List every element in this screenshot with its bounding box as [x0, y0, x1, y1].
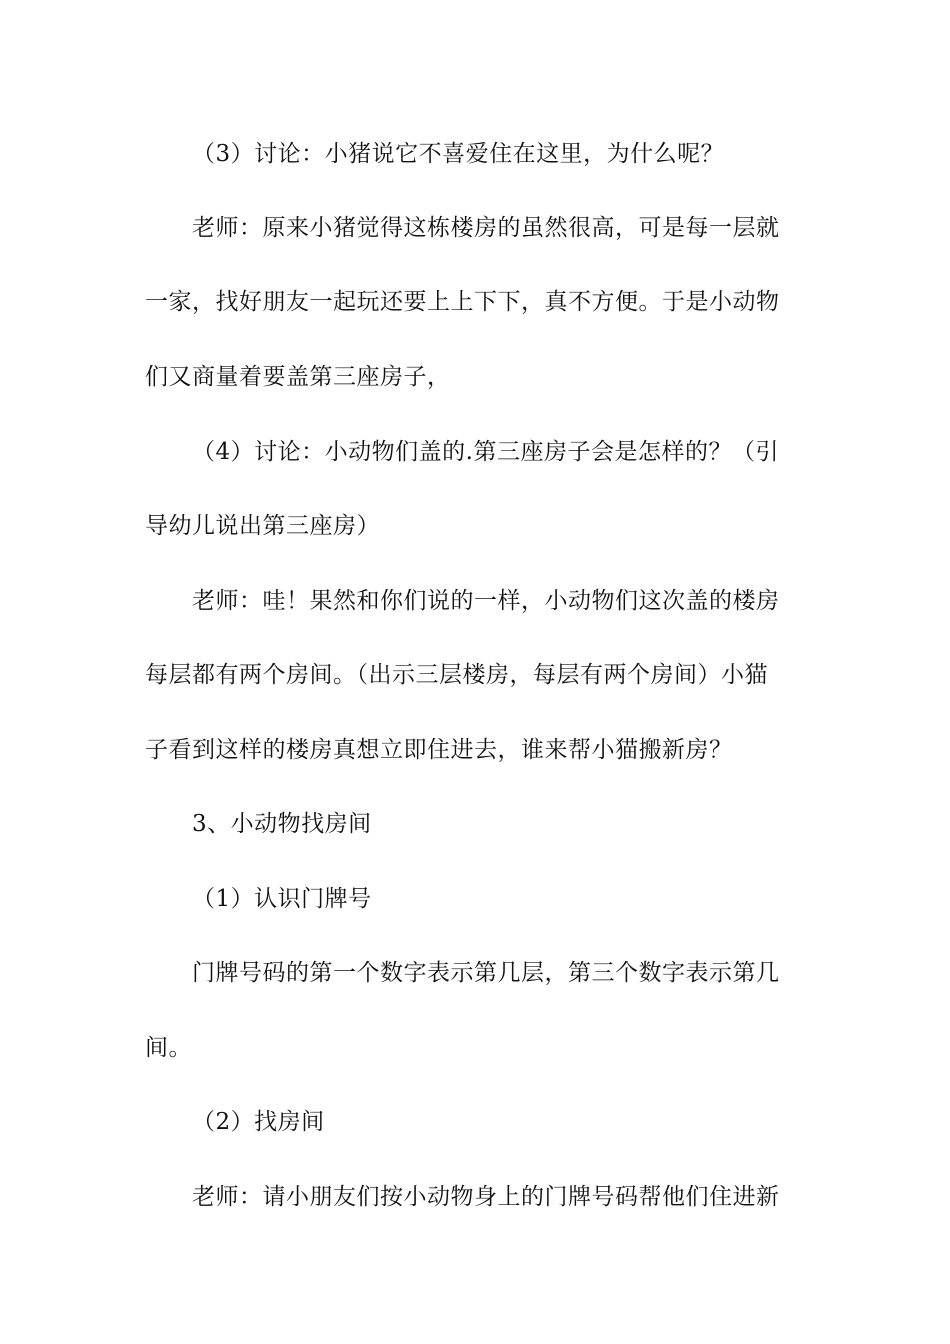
paragraph-discussion-4-line-1: （4）讨论：小动物们盖的.第三座房子会是怎样的？（引 [192, 439, 779, 465]
section-heading-3: 3、小动物找房间 [192, 811, 372, 837]
paragraph-teacher-1-line-2: 一家，找好朋友一起玩还要上上下下，真不方便。于是小动物 [145, 289, 780, 315]
subheading-2: （2）找房间 [192, 1109, 325, 1135]
paragraph-teacher-2-line-1: 老师：哇！果然和你们说的一样，小动物们这次盖的楼房 [192, 588, 780, 614]
paragraph-discussion-4-line-2: 导幼儿说出第三座房） [145, 513, 380, 539]
paragraph-teacher-3-line-1: 老师：请小朋友们按小动物身上的门牌号码帮他们住进新 [192, 1184, 780, 1210]
paragraph-teacher-1-line-1: 老师：原来小猪觉得这栋楼房的虽然很高，可是每一层就 [192, 215, 780, 241]
paragraph-door-number-line-2: 间。 [145, 1035, 192, 1061]
paragraph-teacher-1-line-3: 们又商量着要盖第三座房子， [145, 364, 451, 390]
paragraph-door-number-line-1: 门牌号码的第一个数字表示第几层，第三个数字表示第几 [192, 960, 780, 986]
paragraph-discussion-3: （3）讨论：小猪说它不喜爱住在这里，为什么呢？ [192, 141, 725, 167]
paragraph-teacher-2-line-3: 子看到这样的楼房真想立即住进去，谁来帮小猫搬新房？ [145, 737, 733, 763]
subheading-1: （1）认识门牌号 [192, 886, 372, 912]
paragraph-teacher-2-line-2: 每层都有两个房间。（出示三层楼房，每层有两个房间）小猫 [145, 662, 768, 688]
